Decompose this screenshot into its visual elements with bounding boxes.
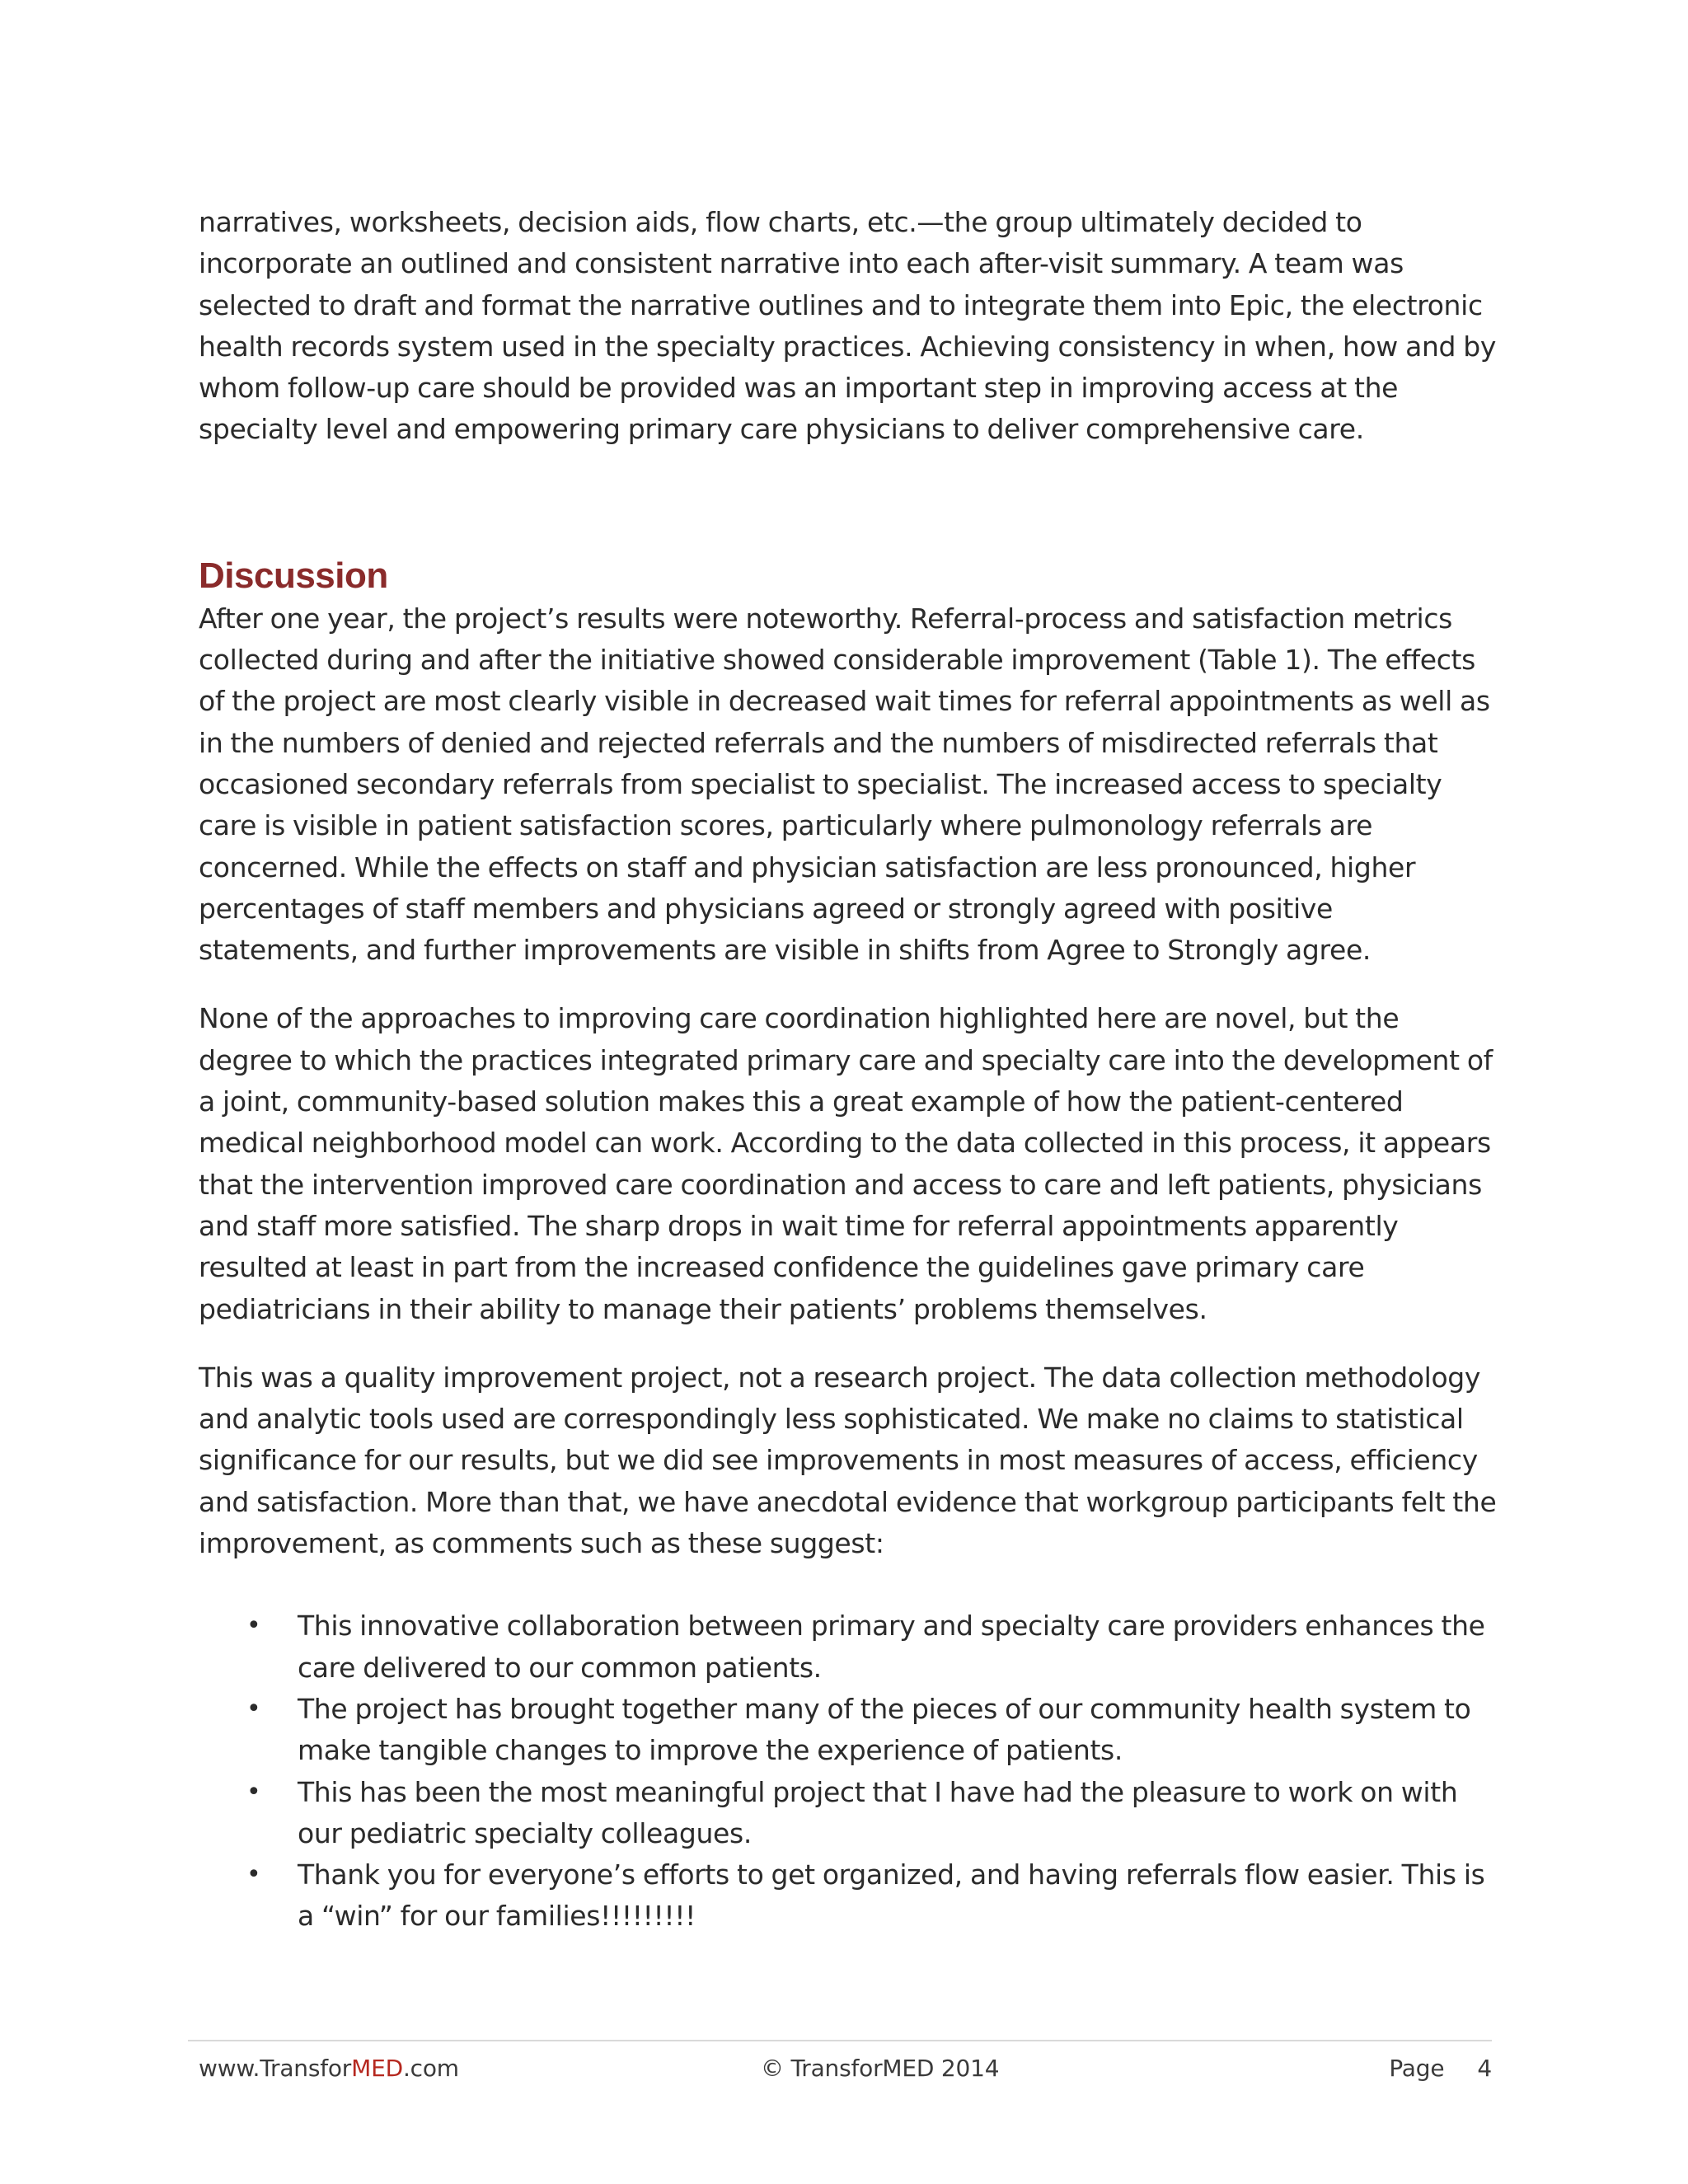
bullet-icon: • (246, 1611, 261, 1641)
page-footer (188, 2040, 1492, 2091)
footer-copyright: © TransforMED 2014 (761, 2055, 1000, 2082)
footer-page-number: 4 (1477, 2055, 1492, 2082)
footer-url-prefix: www.Transfor (199, 2055, 352, 2082)
comment-item (199, 1772, 1497, 1855)
comment-text: This innovative collaboration between primary and specialty care providers enhances the care delivered to our common patients. (298, 1610, 1485, 1684)
bullet-icon: • (246, 1694, 261, 1723)
comment-text: The project has brought together many of the pieces of our community health system to make tangible changes to improve the experience of patients. (298, 1692, 1471, 1767)
footer-website-link[interactable] (199, 2055, 459, 2082)
discussion-paragraph-2: None of the approaches to improving care coordination highlighted here are novel, but the degree to which the practices integrated primary care and specialty care into the development of a joint, community-based solution makes this a great example of how the patient-centered medical neighborhood model can work. According to the data collected in this process, it appears that the intervention improved care coordination and access to care and left patients, physicians and staff more satisfied. The sharp drops in wait time for referral appointments apparently resulted at least in part from the increased confidence the guidelines gave primary care pediatricians in their ability to manage their patients’ problems themselves. (199, 1002, 1493, 1325)
discussion-paragraph-1: After one year, the project’s results were noteworthy. Referral-process and satisfaction metrics collected during and after the initiative showed considerable improvement (Table 1). The effects of the project are most clearly visible in decreased wait times for referral appointments as well as in the numbers of denied and rejected referrals and the numbers of misdirected referrals that occasioned secondary referrals from specialist to specialist. The increased access to specialty care is visible in patient satisfaction scores, particularly where pulmonology referrals are concerned. While the effects on staff and physician satisfaction are less pronounced, higher percentages of staff members and physicians agreed or strongly agreed with positive statements, and further improvements are visible in shifts from Agree to Strongly agree. (199, 602, 1490, 967)
intro-paragraph: narratives, worksheets, decision aids, flow charts, etc.—the group ultimately decided to incorporate an outlined and consistent narrative into each after-visit summary. A team was selected to draft and format the narrative outlines and to integrate them into Epic, the electronic health records system used in the specialty practices. Achieving consistency in when, how and by whom follow-up care should be provided was an important step in improving access at the specialty level and empowering primary care physicians to deliver comprehensive care. (199, 206, 1497, 446)
bullet-icon: • (246, 1860, 261, 1890)
comments-list (199, 1605, 1497, 1937)
footer-page-indicator (1389, 2055, 1492, 2082)
footer-page-label: Page (1389, 2055, 1445, 2082)
page-content (199, 202, 1497, 1938)
footer-row (188, 2041, 1492, 2091)
footer-url-suffix: .com (402, 2055, 459, 2082)
comment-item (199, 1689, 1497, 1772)
comment-item (199, 1605, 1497, 1689)
section-heading: Discussion (199, 555, 388, 596)
bullet-icon: • (246, 1777, 261, 1807)
comment-text: This has been the most meaningful project that I have had the pleasure to work on with our pediatric specialty colleagues. (298, 1775, 1458, 1849)
comment-item (199, 1854, 1497, 1938)
footer-url-accent: MED (351, 2055, 403, 2082)
discussion-paragraph-3: This was a quality improvement project, not a research project. The data collection methodology and analytic tools used are correspondingly less sophisticated. We make no claims to statistical significance for our results, but we did see improvements in most measures of access, efficiency and satisfaction. More than that, we have anecdotal evidence that workgroup participants felt the improvement, as comments such as these suggest: (199, 1361, 1497, 1560)
comment-text: Thank you for everyone’s efforts to get organized, and having referrals flow easier. This is a “win” for our families!!!!!!!!! (298, 1858, 1485, 1933)
